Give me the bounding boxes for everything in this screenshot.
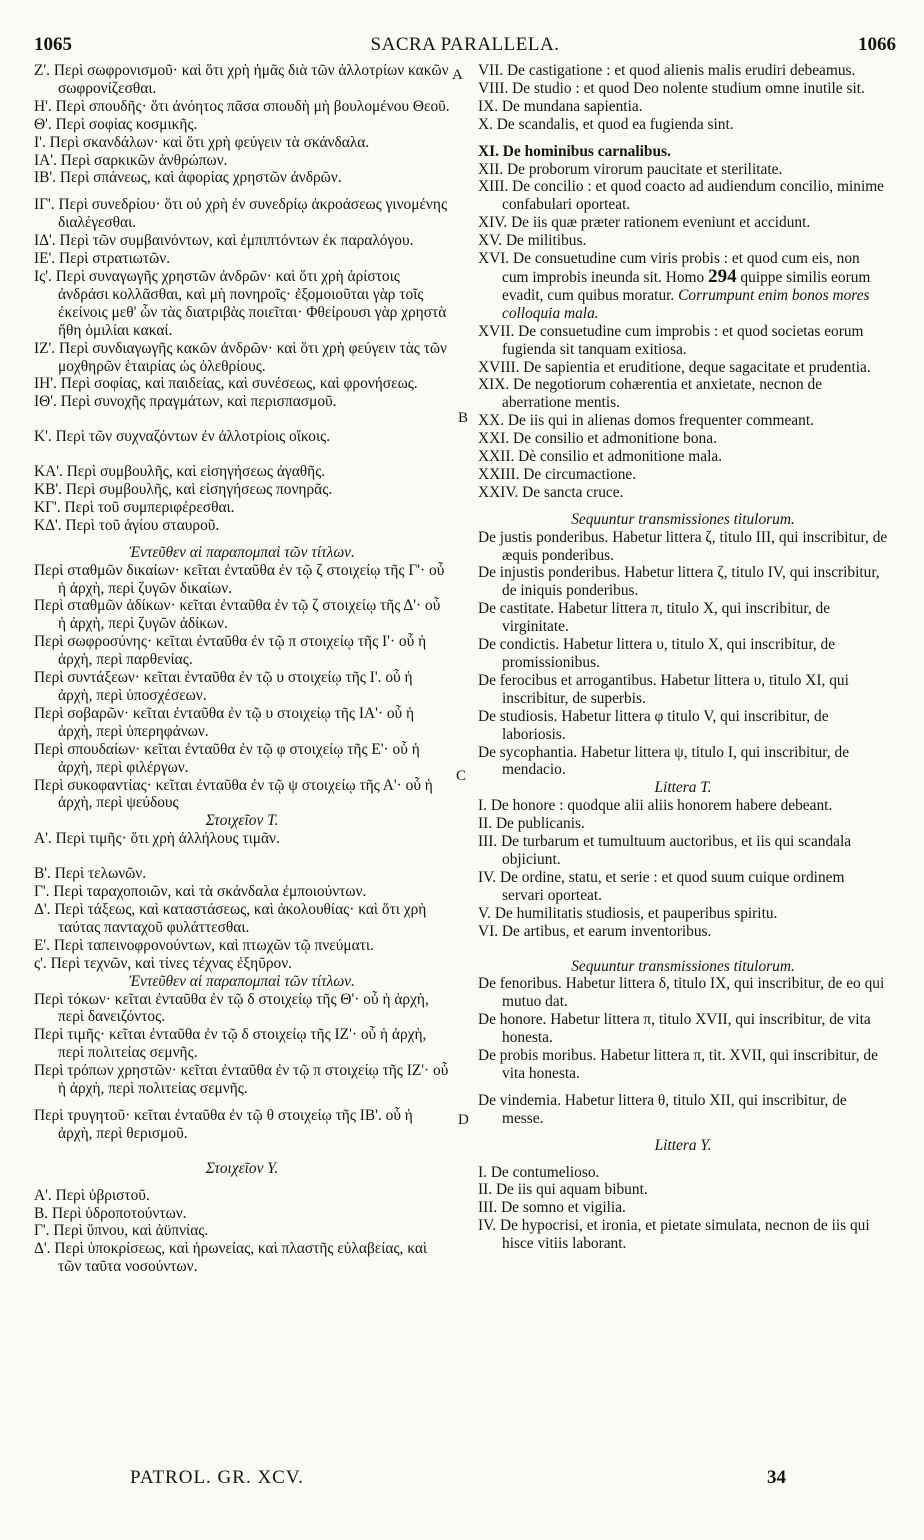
latin-entry — [478, 250, 888, 323]
greek-entry: Α'. Περὶ τιμῆς· ὅτι χρὴ ἀλλήλους τιμᾶν. — [34, 830, 280, 848]
latin-entry: XXIII. De circumactione. — [478, 465, 637, 483]
greek-entry: Περὶ τρυγητοῦ· κεῖται ἐνταῦθα ἐν τῷ θ στοιχείῳ τῆς ΙΒ'. οὗ ἡ ἀρχὴ, περὶ θερισμοῦ. — [34, 1106, 413, 1142]
greek-entry: ΚΔ'. Περὶ τοῦ ἁγίου σταυροῦ. — [34, 516, 220, 534]
latin-entry: XV. De militibus. — [478, 232, 587, 250]
greek-entry: Β. Περὶ ὑδροποτούντων. — [34, 1204, 187, 1222]
latin-entry: XXII. Dè consilio et admonitione mala. — [478, 448, 723, 466]
latin-entry: II. De iis qui aquam bibunt. — [478, 1181, 648, 1199]
greek-entry: Κ'. Περὶ τῶν συχναζόντων ἐν ἀλλοτρίοις οἴκοις. — [34, 428, 331, 446]
margin-letter: A — [452, 67, 463, 83]
greek-entry: ΚΑ'. Περὶ συμβουλῆς, καὶ εἰσηγήσεως ἀγαθῆς. — [34, 463, 326, 481]
latin-entry: IV. De hypocrisi, et ironia, et pietate simulata, necnon de iis qui hisce vitiis laborant. — [478, 1217, 870, 1253]
greek-entry: Περὶ συντάξεων· κεῖται ἐνταῦθα ἐν τῷ υ στοιχείῳ τῆς Ι'. οὗ ἡ ἀρχὴ, περὶ ὑποσχέσεων. — [34, 669, 413, 704]
latin-entry: I. De contumelioso. — [478, 1163, 600, 1181]
latin-entry: XVIII. De sapientia et eruditione, deque sagacitate et prudentia. — [478, 358, 871, 376]
greek-entry: Περὶ συκοφαντίας· κεῖται ἐνταῦθα ἐν τῷ ψ στοιχείῳ τῆς Α'· οὗ ἡ ἀρχὴ, περὶ ψεύδους — [34, 776, 433, 812]
margin-letter: C — [456, 768, 467, 784]
greek-entry: Ι'. Περὶ σκανδάλων· καὶ ὅτι χρὴ φεύγειν τὰ σκάνδαλα. — [34, 133, 370, 151]
latin-entry: De justis ponderibus. Habetur littera ζ, titulo III, qui inscribitur, de æquis ponderibus. — [478, 528, 888, 564]
latin-entry: V. De humilitatis studiosis, et pauperibus spiritu. — [478, 904, 778, 922]
latin-entry: VII. De castigatione : et quod alienis malis erudiri debeamus. — [478, 62, 856, 79]
page-number-right: 1066 — [858, 34, 896, 55]
latin-entry: II. De publicanis. — [478, 815, 585, 833]
greek-entry: Ε'. Περὶ ταπεινοφρονούντων, καὶ πτωχῶν τῷ πνεύματι. — [34, 936, 374, 954]
latin-entry-text: quippe similis eorum evadit, cum quibus moratur. — [502, 268, 871, 304]
latin-entry: De vindemia. Habetur littera θ, titulo XII, qui inscribitur, de messe. — [478, 1091, 847, 1127]
greek-column — [34, 62, 450, 1276]
greek-entry: Ζ'. Περὶ σωφρονισμοῦ· καὶ ὅτι χρὴ ἡμᾶς διὰ τῶν ἀλλοτρίων κακῶν σωφρονίζεσθαι. — [34, 62, 449, 97]
latin-entry: XIV. De iis quæ præter rationem eveniunt et accidunt. — [478, 214, 811, 232]
latin-entry: XX. De iis qui in alienas domos frequenter commeant. — [478, 412, 814, 430]
latin-entry: De studiosis. Habetur littera φ titulo V, qui inscribitur, de laboriosis. — [478, 707, 829, 743]
latin-entry: XXIV. De sancta cruce. — [478, 483, 624, 501]
greek-entry: ΙΒ'. Περὶ σπάνεως, καὶ ἀφορίας χρηστῶν ἀνδρῶν. — [34, 169, 342, 187]
greek-entry: Γ'. Περὶ ὕπνου, καὶ ἀϋπνίας. — [34, 1222, 209, 1240]
latin-entry: XII. De proborum virorum paucitate et sterilitate. — [478, 160, 783, 178]
greek-entry: Δ'. Περὶ ὑποκρίσεως, καὶ ἠρωνείας, καὶ πλαστῆς εὐλαβείας, καὶ τῶν ταῦτα νοσούντων. — [34, 1240, 428, 1276]
latin-entry: X. De scandalis, et quod ea fugienda sint. — [478, 115, 734, 133]
section-heading: Ἐντεῦθεν αἱ παραπομπαὶ τῶν τίτλων. — [129, 972, 355, 990]
greek-entry: Ις'. Περὶ συναγωγῆς χρηστῶν ἀνδρῶν· καὶ ὅτι χρὴ ἀρίστοις ἀνδράσι κολλᾶσθαι, καὶ μὴ πονηροῖς· ἐξομοιοῦται γὰρ τοῖς ἐκείνοις μεθ' ὧν τὰς διατριβὰς ποιεῖται· Φθείρουσι γὰρ χρηστὰ ἤθη ὁμιλίαι κακαί. — [34, 267, 447, 339]
greek-entry: Θ'. Περὶ σοφίας κοσμικῆς. — [34, 115, 198, 133]
greek-entry: ΙΑ'. Περὶ σαρκικῶν ἀνθρώπων. — [34, 151, 228, 169]
latin-entry: I. De honore : quodque alii aliis honorem habere debeant. — [478, 797, 833, 815]
greek-entry: Γ'. Περὶ ταραχοποιῶν, καὶ τὰ σκάνδαλα ἐμποιούντων. — [34, 883, 367, 901]
latin-entry: VI. De artibus, et earum inventoribus. — [478, 922, 712, 940]
latin-entry: De sycophantia. Habetur littera ψ, titulo I, qui inscribitur, de mendacio. — [478, 743, 850, 779]
latin-entry: III. De somno et vigilia. — [478, 1199, 626, 1217]
greek-entry: Περὶ σταθμῶν ἀδίκων· κεῖται ἐνταῦθα ἐν τῷ ζ στοιχείῳ τῆς Δ'· οὗ ἡ ἀρχὴ, περὶ ζυγῶν ἀδίκων. — [34, 597, 441, 633]
greek-entry: Α'. Περὶ ὑβριστοῦ. — [34, 1186, 150, 1204]
latin-entry: VIII. De studio : et quod Deo nolente studium omne inutile sit. — [478, 79, 865, 97]
latin-entry: XI. De hominibus carnalibus. — [478, 142, 671, 160]
greek-entry: ΙΘ'. Περὶ συνοχῆς πραγμάτων, καὶ περισπασμοῦ. — [34, 393, 337, 411]
greek-entry: Περὶ σταθμῶν δικαίων· κεῖται ἐνταῦθα ἐν τῷ ζ στοιχείῳ τῆς Γ'· οὗ ἡ ἀρχὴ, περὶ ζυγῶν δικαίων. — [34, 561, 445, 597]
running-title: SACRA PARALLELA. — [370, 34, 560, 55]
latin-entry-text: XVI. De consuetudine cum viris probis : et quod cum eis, non cum improbis ineunda sit. Homo — [478, 250, 860, 286]
greek-entry: ΚΒ'. Περὶ συμβουλῆς, καὶ εἰσηγήσεως πονηρᾶς. — [34, 481, 333, 499]
section-heading: Littera Y. — [654, 1136, 712, 1154]
greek-entry: Περὶ τιμῆς· κεῖται ἐνταῦθα ἐν τῷ δ στοιχείῳ τῆς ΙΖ'· οὗ ἡ ἀρχὴ, περὶ πολιτείας σεμνῆς. — [34, 1026, 427, 1062]
section-heading: Sequuntur transmissiones titulorum. — [571, 957, 795, 975]
latin-entry: De probis moribus. Habetur littera π, tit. XVII, qui inscribitur, de vita honesta. — [478, 1047, 878, 1082]
section-heading: Στοιχεῖον Τ. — [205, 812, 279, 830]
latin-entry: De condictis. Habetur littera υ, titulo X, qui inscribitur, de promissionibus. — [478, 636, 836, 671]
latin-entry: IV. De ordine, statu, et serie : et quod suum cuique ordinem servari oporteat. — [478, 868, 845, 904]
latin-entry: De injustis ponderibus. Habetur littera ζ, titulo IV, qui inscribitur, de iniquis ponderibus. — [478, 564, 880, 600]
greek-entry: ΙΖ'. Περὶ συνδιαγωγῆς κακῶν ἀνδρῶν· καὶ ὅτι χρὴ φεύγειν τὰς τῶν μοχθηρῶν ἑταιρίας ὡς ὀλεθρίους. — [34, 339, 448, 375]
greek-entry: ΚΓ'. Περὶ τοῦ συμπεριφέρεσθαι. — [34, 498, 235, 516]
page-number-left: 1065 — [34, 34, 72, 55]
section-heading: Ἐντεῦθεν αἱ παραπομπαὶ τῶν τίτλων. — [129, 543, 355, 561]
greek-entry: ς'. Περὶ τεχνῶν, καὶ τίνες τέχνας ἐξηῦρον. — [34, 954, 293, 972]
greek-entry: Περὶ σοβαρῶν· κεῖται ἐνταῦθα ἐν τῷ υ στοιχείῳ τῆς ΙΑ'· οὗ ἡ ἀρχὴ, περὶ ὑπερηφάνων. — [34, 704, 415, 740]
section-heading: Littera T. — [654, 779, 712, 797]
latin-entry: IX. De mundana sapientia. — [478, 97, 643, 115]
greek-entry: Περὶ τρόπων χρηστῶν· κεῖται ἐνταῦθα ἐν τῷ π στοιχείῳ τῆς ΙΖ'· οὗ ἡ ἀρχὴ, περὶ πολιτείας σεμνῆς. — [34, 1062, 449, 1098]
greek-entry: ΙΕ'. Περὶ στρατιωτῶν. — [34, 250, 171, 268]
latin-entry: De castitate. Habetur littera π, titulo X, qui inscribitur, de virginitate. — [478, 600, 831, 636]
greek-entry: ΙΗ'. Περὶ σοφίας, καὶ παιδείας, καὶ συνέσεως, καὶ φρονήσεως. — [34, 375, 418, 393]
greek-entry: ΙΓ'. Περὶ συνεδρίου· ὅτι οὐ χρὴ ἐν συνεδρίῳ ἀκροάσεως γινομένης διαλέγεσθαι. — [34, 196, 448, 232]
column-number: 294 — [708, 265, 737, 287]
latin-column — [478, 62, 888, 1253]
page-header — [34, 34, 896, 58]
latin-entry: III. De turbarum et tumultuum auctoribus, et iis qui scandala objiciunt. — [478, 833, 852, 868]
greek-entry: Η'. Περὶ σπουδῆς· ὅτι ἀνόητος πᾶσα σπουδὴ μὴ βουλομένου Θεοῦ. — [34, 97, 450, 115]
margin-letter: D — [458, 1112, 469, 1128]
latin-entry: XIX. De negotiorum cohærentia et anxietate, necnon de aberratione mentis. — [478, 376, 823, 412]
greek-entry: Περὶ σωφροσύνης· κεῖται ἐνταῦθα ἐν τῷ π στοιχείῳ τῆς Ι'· οὗ ἡ ἀρχὴ, περὶ παρθενίας. — [34, 633, 427, 669]
latin-entry: XIII. De concilio : et quod coacto ad audiendum concilio, minime confabulari oporteat. — [478, 178, 885, 214]
section-heading: Στοιχεῖον Υ. — [205, 1159, 279, 1177]
footer-volume: PATROL. GR. XCV. — [130, 1467, 304, 1488]
latin-entry: De fenoribus. Habetur littera δ, titulo IX, qui inscribitur, de eo qui mutuo dat. — [478, 975, 885, 1011]
greek-entry: ΙΔ'. Περὶ τῶν συμβαινόντων, καὶ ἐμπιπτόντων ἐκ παραλόγου. — [34, 232, 414, 250]
greek-entry: Β'. Περὶ τελωνῶν. — [34, 865, 147, 883]
greek-entry: Δ'. Περὶ τάξεως, καὶ καταστάσεως, καὶ ἀκολουθίας· καὶ ὅτι χρὴ ταύτας πανταχοῦ φυλάττεσθαι. — [34, 900, 427, 936]
latin-entry: De honore. Habetur littera π, titulo XVII, qui inscribitur, de vita honesta. — [478, 1011, 871, 1047]
latin-entry: De ferocibus et arrogantibus. Habetur littera υ, titulo XI, qui inscribitur, de superbis. — [478, 671, 849, 707]
margin-letter: B — [458, 410, 469, 426]
latin-quote: Corrumpunt enim bonos mores colloquia mala. — [502, 286, 870, 322]
latin-entry: XVII. De consuetudine cum improbis : et quod societas eorum fugienda sit tanquam exitiosa. — [478, 322, 864, 358]
greek-entry: Περὶ σπουδαίων· κεῖται ἐνταῦθα ἐν τῷ φ στοιχείῳ τῆς Ε'· οὗ ἡ ἀρχὴ, περὶ φιλέργων. — [34, 740, 420, 776]
latin-entry: XXI. De consilio et admonitione bona. — [478, 430, 717, 448]
section-heading: Sequuntur transmissiones titulorum. — [571, 510, 795, 528]
footer-signature: 34 — [767, 1467, 786, 1488]
greek-entry: Περὶ τόκων· κεῖται ἐνταῦθα ἐν τῷ δ στοιχείῳ τῆς Θ'· οὗ ἡ ἀρχὴ, περὶ δανειζόντος. — [34, 990, 429, 1026]
